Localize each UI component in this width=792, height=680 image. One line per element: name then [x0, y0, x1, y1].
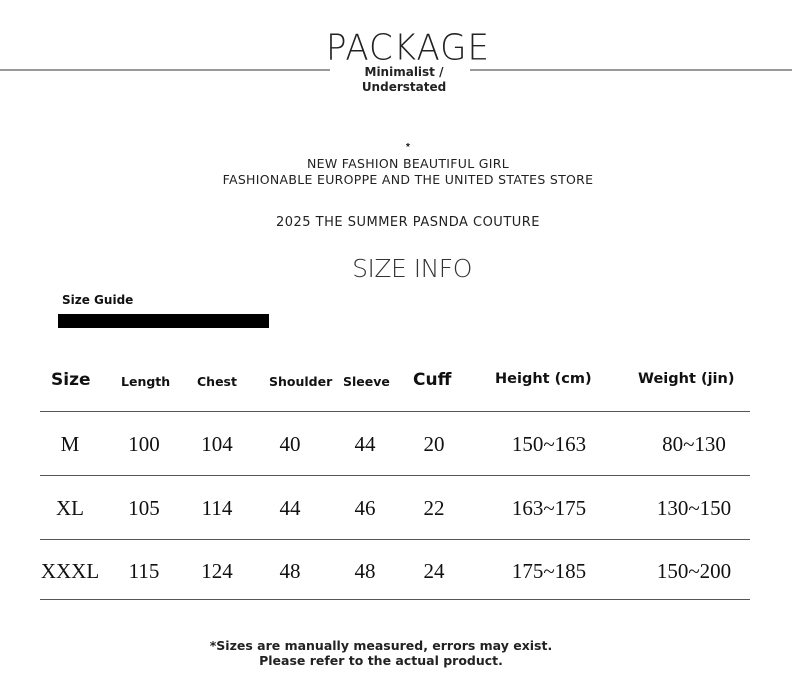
star-ornament: * [406, 142, 410, 153]
cell-chest: 124 [201, 559, 233, 583]
tagline-line1: NEW FASHION BEAUTIFUL GIRL [307, 156, 509, 171]
brand-subtitle-line2: Understated [361, 80, 447, 94]
table-rule-1 [40, 411, 750, 412]
header-cuff: Cuff [413, 370, 452, 390]
cell-sleeve: 44 [354, 432, 376, 456]
cell-shoulder: 48 [279, 559, 301, 583]
size-info-title: SIZE INFO [352, 254, 472, 283]
brand-title: PACKAGE [326, 27, 490, 69]
cell-cuff: 24 [423, 559, 445, 583]
size-guide-label: Size Guide [62, 293, 134, 307]
size-guide-bar [58, 314, 269, 328]
header-sleeve: Sleeve [343, 374, 390, 389]
cell-weight: 150~200 [656, 559, 732, 583]
cell-height: 175~185 [511, 559, 587, 583]
product-note: Please refer to the actual product. [259, 653, 503, 668]
measurement-note: *Sizes are manually measured, errors may exist. [209, 638, 553, 653]
cell-weight: 130~150 [656, 496, 732, 520]
cell-sleeve: 46 [354, 496, 376, 520]
cell-cuff: 22 [423, 496, 445, 520]
cell-weight: 80~130 [662, 432, 726, 456]
header-size: Size [51, 370, 91, 390]
header-shoulder: Shoulder [269, 374, 333, 389]
cell-size: XXXL [40, 559, 100, 583]
cell-size: XL [56, 496, 84, 520]
header-length: Length [121, 374, 171, 389]
cell-size: M [60, 432, 80, 456]
table-rule-2 [40, 475, 750, 476]
header-height: Height (cm) [495, 371, 592, 387]
cell-length: 105 [128, 496, 160, 520]
header-chest: Chest [197, 374, 237, 389]
header-weight: Weight (jin) [638, 371, 735, 387]
table-rule-3 [40, 539, 750, 540]
tagline-line2: FASHIONABLE EUROPPE AND THE UNITED STATES STORE [222, 172, 594, 187]
cell-length: 115 [128, 559, 160, 583]
cell-chest: 104 [201, 432, 233, 456]
cell-length: 100 [128, 432, 160, 456]
cell-sleeve: 48 [354, 559, 376, 583]
cell-height: 150~163 [511, 432, 587, 456]
table-rule-4 [40, 599, 750, 600]
cell-shoulder: 44 [279, 496, 301, 520]
cell-shoulder: 40 [279, 432, 301, 456]
cell-height: 163~175 [511, 496, 587, 520]
cell-chest: 114 [201, 496, 233, 520]
cell-cuff: 20 [423, 432, 445, 456]
season-title: 2025 THE SUMMER PASNDA COUTURE [275, 215, 541, 230]
brand-subtitle-line1: Minimalist / [364, 65, 444, 79]
brand-subtitle [0, 65, 792, 95]
